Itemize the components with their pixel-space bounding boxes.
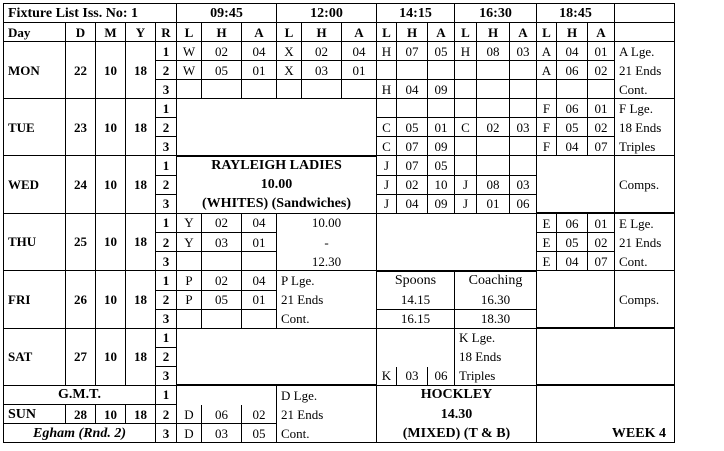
- day-fri: FRI: [4, 271, 66, 329]
- cell: C: [377, 137, 397, 156]
- cell: [477, 156, 510, 176]
- cell: 04: [242, 271, 277, 291]
- rink-number: 2: [156, 118, 177, 137]
- cell: 06: [510, 194, 537, 213]
- cell: J: [377, 175, 397, 194]
- cell: 02: [588, 61, 615, 80]
- date-y: 18: [126, 42, 156, 99]
- col-l: L: [277, 23, 302, 42]
- cell: P: [177, 290, 202, 309]
- cell: [242, 252, 277, 271]
- col-a: A: [242, 23, 277, 42]
- day-label: Day: [4, 23, 66, 42]
- rink-number: 1: [156, 271, 177, 291]
- note: E Lge.: [615, 213, 675, 233]
- header-blank: [615, 4, 675, 23]
- note: Triples: [455, 366, 537, 385]
- cell: [510, 61, 537, 80]
- cell: [588, 80, 615, 99]
- date-d: 25: [66, 213, 96, 271]
- col-a: A: [428, 23, 455, 42]
- rink-number: 2: [156, 290, 177, 309]
- day-wed: WED: [4, 156, 66, 214]
- col-h: H: [397, 23, 428, 42]
- slot-1845: 18:45: [537, 4, 615, 23]
- cell: Y: [177, 213, 202, 233]
- note: P Lge.: [277, 271, 377, 291]
- cell: 04: [557, 252, 588, 271]
- date-d: 27: [66, 328, 96, 385]
- cell: [302, 80, 342, 99]
- cell: 01: [242, 233, 277, 252]
- empty-block: [537, 328, 675, 385]
- spoons-label: Spoons: [377, 271, 455, 291]
- cell: 04: [242, 42, 277, 61]
- cell: 05: [202, 61, 242, 80]
- cell: 02: [202, 213, 242, 233]
- empty-block: [537, 385, 675, 424]
- cell: E: [537, 213, 557, 233]
- note: 18 Ends: [615, 118, 675, 137]
- cell: 04: [557, 42, 588, 61]
- cell: [557, 80, 588, 99]
- cell: 09: [428, 80, 455, 99]
- cell: [477, 137, 510, 156]
- rink-number: 2: [156, 233, 177, 252]
- cell: 07: [397, 156, 428, 176]
- date-d: 23: [66, 99, 96, 156]
- note-comps: Comps.: [615, 156, 675, 214]
- slot-0945: 09:45: [177, 4, 277, 23]
- cell: [202, 252, 242, 271]
- rink-number: 2: [156, 347, 177, 366]
- day-thu: THU: [4, 213, 66, 271]
- cell: [428, 99, 455, 118]
- cell: 04: [397, 80, 428, 99]
- date-d: 28: [66, 405, 96, 424]
- cell: [428, 61, 455, 80]
- cell: 06: [557, 213, 588, 233]
- cell: 01: [477, 194, 510, 213]
- cell: A: [537, 42, 557, 61]
- cell: 06: [202, 405, 242, 424]
- cell: K: [377, 366, 397, 385]
- cell: [477, 80, 510, 99]
- col-m: M: [96, 23, 126, 42]
- cell: C: [377, 118, 397, 137]
- date-m: 10: [96, 156, 126, 214]
- header-blank: [615, 23, 675, 42]
- cell: 03: [510, 42, 537, 61]
- cell: [377, 61, 397, 80]
- cell: F: [537, 137, 557, 156]
- cell: [277, 80, 302, 99]
- rink-number: 1: [156, 99, 177, 118]
- date-d: 26: [66, 271, 96, 329]
- cell: [342, 80, 377, 99]
- rink-number: 3: [156, 194, 177, 213]
- date-d: 24: [66, 156, 96, 214]
- note: F Lge.: [615, 99, 675, 118]
- slot-1415: 14:15: [377, 4, 455, 23]
- date-y: 18: [126, 405, 156, 424]
- day-mon: MON: [4, 42, 66, 99]
- date-y: 18: [126, 328, 156, 385]
- cell: [510, 99, 537, 118]
- cell: 04: [242, 213, 277, 233]
- gmt-label: G.M.T.: [4, 385, 156, 405]
- cell: 04: [397, 194, 428, 213]
- cell: W: [177, 42, 202, 61]
- cell: 04: [557, 137, 588, 156]
- empty-block: [177, 328, 377, 385]
- cell: [510, 137, 537, 156]
- cell: 05: [397, 118, 428, 137]
- note: Triples: [615, 137, 675, 156]
- empty-block: [537, 271, 615, 329]
- date-y: 18: [126, 213, 156, 271]
- cell: X: [277, 61, 302, 80]
- cell: [455, 80, 477, 99]
- rink-number: 3: [156, 252, 177, 271]
- hockley-detail: (MIXED) (T & B): [377, 424, 537, 443]
- cell: [510, 156, 537, 176]
- rink-number: 1: [156, 213, 177, 233]
- cell: 03: [202, 424, 242, 443]
- cell: 03: [510, 118, 537, 137]
- empty-block: [177, 99, 377, 156]
- cell: 06: [428, 366, 455, 385]
- rink-number: 3: [156, 424, 177, 443]
- empty-block: [377, 213, 537, 271]
- col-h: H: [302, 23, 342, 42]
- coaching-start: 16.30: [455, 290, 537, 309]
- cell: [477, 99, 510, 118]
- col-h: H: [557, 23, 588, 42]
- note: 21 Ends: [615, 61, 675, 80]
- date-m: 10: [96, 99, 126, 156]
- date-m: 10: [96, 405, 126, 424]
- cell: 01: [242, 61, 277, 80]
- cell: [455, 61, 477, 80]
- date-m: 10: [96, 271, 126, 329]
- rink-number: 3: [156, 80, 177, 99]
- cell: 02: [242, 405, 277, 424]
- cell: [177, 80, 202, 99]
- spoons-start: 14.15: [377, 290, 455, 309]
- date-d: 22: [66, 42, 96, 99]
- cell: J: [377, 194, 397, 213]
- thu-time-start: 10.00: [277, 213, 377, 233]
- cell: H: [377, 42, 397, 61]
- spoons-end: 16.15: [377, 309, 455, 328]
- note: 18 Ends: [455, 347, 537, 366]
- col-h: H: [477, 23, 510, 42]
- cell: [510, 80, 537, 99]
- day-tue: TUE: [4, 99, 66, 156]
- cell: 07: [397, 137, 428, 156]
- cell: F: [537, 99, 557, 118]
- cell: D: [177, 424, 202, 443]
- cell: [242, 80, 277, 99]
- day-sat: SAT: [4, 328, 66, 385]
- cell: [455, 137, 477, 156]
- rink-number: 2: [156, 175, 177, 194]
- thu-time-end: 12.30: [277, 252, 377, 271]
- cell: D: [177, 405, 202, 424]
- cell: [202, 309, 242, 328]
- cell: 05: [557, 118, 588, 137]
- rayleigh-time: 10.00: [177, 175, 377, 194]
- cell: 01: [588, 99, 615, 118]
- cell: 02: [588, 233, 615, 252]
- cell: 02: [202, 42, 242, 61]
- rink-number: 1: [156, 42, 177, 61]
- cell: A: [537, 61, 557, 80]
- cell: J: [455, 194, 477, 213]
- rink-number: 3: [156, 366, 177, 385]
- rink-number: 2: [156, 61, 177, 80]
- col-l: L: [377, 23, 397, 42]
- cell: X: [277, 42, 302, 61]
- note: Cont.: [615, 80, 675, 99]
- note: K Lge.: [455, 328, 537, 347]
- col-l: L: [537, 23, 557, 42]
- col-l: L: [177, 23, 202, 42]
- note: 21 Ends: [277, 405, 377, 424]
- cell: E: [537, 252, 557, 271]
- cell: W: [177, 61, 202, 80]
- cell: [537, 80, 557, 99]
- rink-number: 2: [156, 405, 177, 424]
- cell: [455, 99, 477, 118]
- coaching-end: 18.30: [455, 309, 537, 328]
- cell: 09: [428, 194, 455, 213]
- cell: 01: [242, 290, 277, 309]
- note: 21 Ends: [615, 233, 675, 252]
- cell: F: [537, 118, 557, 137]
- note: D Lge.: [277, 385, 377, 405]
- col-r: R: [156, 23, 177, 42]
- note: Cont.: [615, 252, 675, 271]
- cell: 01: [588, 213, 615, 233]
- cell: 09: [428, 137, 455, 156]
- cell: H: [377, 80, 397, 99]
- col-h: H: [202, 23, 242, 42]
- fixture-table: [3, 3, 675, 443]
- cell: C: [455, 118, 477, 137]
- cell: 06: [557, 99, 588, 118]
- note: Cont.: [277, 424, 377, 443]
- cell: H: [455, 42, 477, 61]
- cell: [397, 61, 428, 80]
- date-y: 18: [126, 271, 156, 329]
- rink-number: 1: [156, 385, 177, 405]
- cell: 07: [588, 252, 615, 271]
- rink-number: 1: [156, 156, 177, 176]
- cell: 05: [428, 156, 455, 176]
- week-label: WEEK 4: [537, 424, 675, 443]
- cell: [177, 252, 202, 271]
- cell: 07: [397, 42, 428, 61]
- cell: 03: [397, 366, 428, 385]
- col-a: A: [588, 23, 615, 42]
- rink-number: 3: [156, 309, 177, 328]
- date-y: 18: [126, 99, 156, 156]
- cell: 04: [342, 42, 377, 61]
- cell: 02: [202, 271, 242, 291]
- cell: 02: [302, 42, 342, 61]
- egham-label: Egham (Rnd. 2): [4, 424, 156, 443]
- cell: 02: [588, 118, 615, 137]
- cell: 05: [428, 42, 455, 61]
- cell: 03: [302, 61, 342, 80]
- cell: 05: [557, 233, 588, 252]
- rayleigh-title: RAYLEIGH LADIES: [177, 156, 377, 176]
- fixture-title: Fixture List Iss. No: 1: [4, 4, 177, 23]
- thu-time-dash: -: [277, 233, 377, 252]
- cell: 03: [202, 233, 242, 252]
- col-l: L: [455, 23, 477, 42]
- rink-number: 3: [156, 137, 177, 156]
- rayleigh-detail: (WHITES) (Sandwiches): [177, 194, 377, 213]
- date-m: 10: [96, 213, 126, 271]
- hockley-title: HOCKLEY: [377, 385, 537, 405]
- cell: 02: [477, 118, 510, 137]
- col-a: A: [342, 23, 377, 42]
- col-d: D: [66, 23, 96, 42]
- slot-1630: 16:30: [455, 4, 537, 23]
- slot-1200: 12:00: [277, 4, 377, 23]
- cell: 08: [477, 42, 510, 61]
- cell: 07: [588, 137, 615, 156]
- cell: 01: [428, 118, 455, 137]
- empty-block: [177, 385, 277, 405]
- cell: [397, 99, 428, 118]
- cell: [477, 61, 510, 80]
- cell: 05: [202, 290, 242, 309]
- cell: 03: [510, 175, 537, 194]
- cell: 06: [557, 61, 588, 80]
- col-y: Y: [126, 23, 156, 42]
- empty-block: [537, 156, 615, 214]
- empty-block: [377, 328, 455, 366]
- note-comps: Comps.: [615, 271, 675, 329]
- date-m: 10: [96, 42, 126, 99]
- rink-number: 1: [156, 328, 177, 347]
- hockley-time: 14.30: [377, 405, 537, 424]
- col-a: A: [510, 23, 537, 42]
- cell: 01: [342, 61, 377, 80]
- coaching-label: Coaching: [455, 271, 537, 291]
- cell: 10: [428, 175, 455, 194]
- cell: J: [455, 175, 477, 194]
- date-y: 18: [126, 156, 156, 214]
- cell: [177, 309, 202, 328]
- cell: [202, 80, 242, 99]
- cell: 02: [397, 175, 428, 194]
- note: 21 Ends: [277, 290, 377, 309]
- cell: [455, 156, 477, 176]
- note: A Lge.: [615, 42, 675, 61]
- cell: 01: [588, 42, 615, 61]
- cell: J: [377, 156, 397, 176]
- cell: 08: [477, 175, 510, 194]
- cell: E: [537, 233, 557, 252]
- date-m: 10: [96, 328, 126, 385]
- cell: [377, 99, 397, 118]
- day-sun: SUN: [4, 405, 66, 424]
- cell: [242, 309, 277, 328]
- cell: P: [177, 271, 202, 291]
- note: Cont.: [277, 309, 377, 328]
- cell: 05: [242, 424, 277, 443]
- cell: Y: [177, 233, 202, 252]
